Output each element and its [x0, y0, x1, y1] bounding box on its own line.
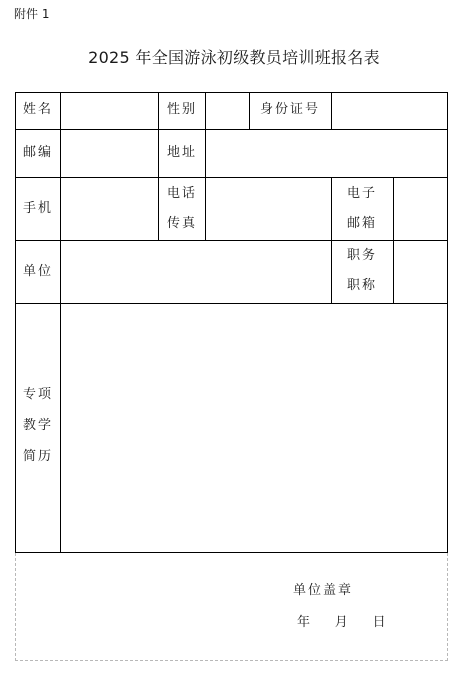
- id-number-label: 身份证号: [260, 102, 321, 117]
- email-label-divider-left: [331, 177, 332, 303]
- unit-field[interactable]: [61, 241, 331, 303]
- name-field[interactable]: [61, 93, 158, 129]
- postcode-label: 邮编: [23, 145, 54, 160]
- name-label: 姓名: [23, 102, 54, 117]
- gender-label: 性别: [167, 102, 198, 117]
- email-label: 电子 邮箱: [347, 186, 378, 231]
- position-title-label: 职务 职称: [347, 248, 378, 293]
- email-field[interactable]: [394, 178, 447, 240]
- phone-fax-field[interactable]: [206, 178, 331, 240]
- id-number-field[interactable]: [332, 93, 447, 129]
- date-label: 年 月 日: [297, 615, 386, 630]
- mobile-label: 手机: [23, 201, 54, 216]
- position-title-field[interactable]: [394, 241, 447, 303]
- id-label-divider-left: [249, 92, 250, 129]
- teaching-resume-field[interactable]: [61, 304, 447, 552]
- postcode-field[interactable]: [61, 130, 158, 177]
- gender-field[interactable]: [206, 93, 249, 129]
- attachment-label: 附件 1: [14, 7, 50, 21]
- seal-label: 单位盖章: [293, 583, 354, 598]
- seal-area: [15, 553, 448, 661]
- address-label: 地址: [167, 145, 198, 160]
- unit-label: 单位: [23, 264, 54, 279]
- address-field[interactable]: [206, 130, 447, 177]
- phone-fax-label: 电话 传真: [167, 186, 198, 231]
- teaching-resume-label: 专项 教学 简历: [23, 387, 54, 464]
- mobile-field[interactable]: [61, 178, 158, 240]
- phone-label-divider-left: [158, 177, 159, 240]
- form-title: 2025 年全国游泳初级教员培训班报名表: [88, 48, 380, 67]
- gender-label-divider-left: [158, 92, 159, 177]
